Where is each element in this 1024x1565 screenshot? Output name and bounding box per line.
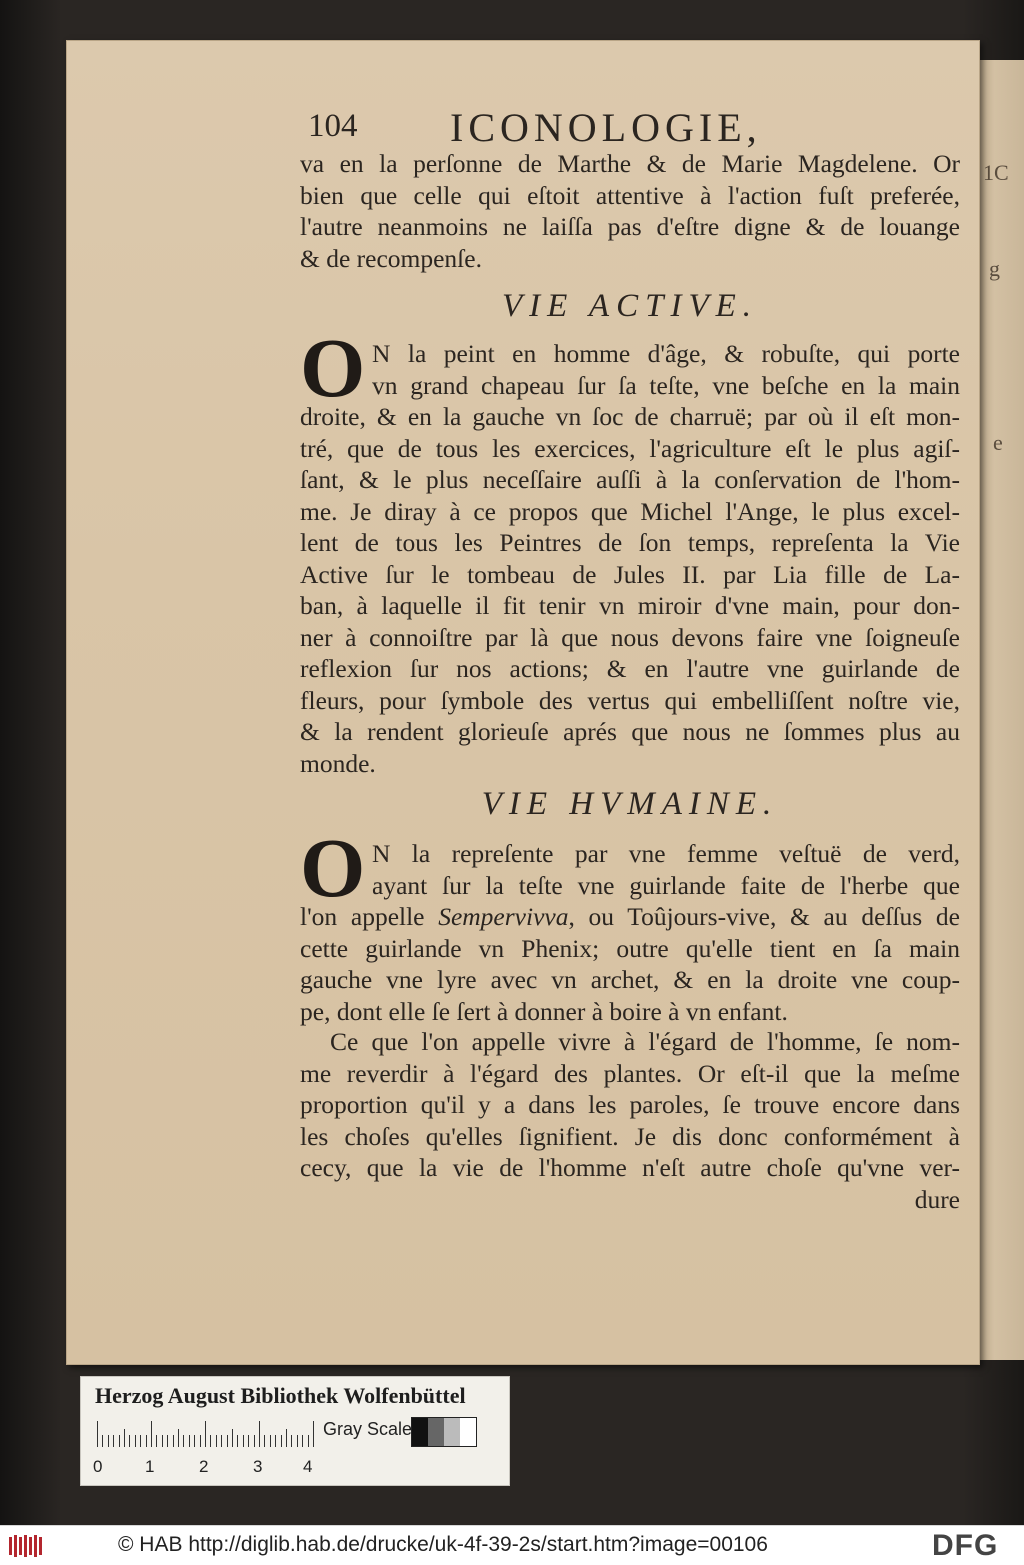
text-line: ſant, & le plus neceſſaire auſſi à la conſervation de l'hom- (300, 465, 960, 494)
text-line: l'on appelle Sempervivva, ou Toûjours-vive, & au deſſus de (300, 902, 960, 931)
ruler-tick (183, 1435, 184, 1447)
facing-page-edge: 1C g e (975, 60, 1024, 1360)
ruler-tick (156, 1435, 157, 1447)
catchword: dure (914, 1184, 960, 1214)
ruler-tick (194, 1435, 195, 1447)
ruler-number: 3 (253, 1457, 263, 1476)
ruler-tick (248, 1435, 249, 1447)
vie-humaine-paragraph (300, 838, 960, 1027)
ruler-tick (232, 1429, 233, 1447)
ruler-tick (216, 1435, 217, 1447)
text-line: & la rendent glorieuſe aprés que nous ne ſommes plus au (300, 717, 960, 746)
gray-scale-label: Gray Scale (323, 1419, 413, 1439)
section-heading-vie-humaine: VIE HVMAINE. (481, 786, 779, 822)
copyright-link[interactable]: © HAB http://diglib.hab.de/drucke/uk-4f-39-2s/start.htm?image=00106 (118, 1533, 768, 1556)
italic-term: Sempervivva (438, 902, 569, 931)
text-line: Ce que l'on appelle vivre à l'égard de l'homme, ſe nom- (330, 1027, 960, 1056)
ruler-number: 0 (93, 1457, 103, 1476)
text-line: & de recompenſe. (300, 243, 482, 273)
ruler-tick (243, 1435, 244, 1447)
ruler-tick (146, 1435, 147, 1447)
vie-humaine-paragraph-2 (300, 1026, 960, 1215)
ruler-tick (291, 1435, 292, 1447)
library-name: Herzog August Bibliothek Wolfenbüttel (95, 1383, 466, 1408)
text-line: me reverdir à l'égard des plantes. Or eſt-il que la meſme (300, 1058, 960, 1088)
running-title: ICONOLOGIE, (450, 105, 762, 150)
text-line: pe, dont elle ſe ſert à donner à boire à vn enfant. (300, 996, 788, 1026)
ruler-tick (270, 1435, 271, 1447)
ruler-tick (189, 1435, 190, 1447)
ruler-tick (281, 1435, 282, 1447)
ruler-tick (264, 1435, 265, 1447)
text-line: va en la perſonne de Marthe & de Marie Magdelene. Or (300, 149, 960, 178)
section-heading-vie-active: VIE ACTIVE. (501, 288, 759, 324)
page-number: 104 (308, 108, 358, 144)
ruler-tick (297, 1435, 298, 1447)
ruler-tick (124, 1429, 125, 1447)
footer-bar (0, 1525, 1024, 1565)
ruler-tick (313, 1421, 314, 1447)
ruler-tick (259, 1421, 260, 1447)
ruler-tick (162, 1435, 163, 1447)
ruler-number: 2 (199, 1457, 209, 1476)
ruler-tick (227, 1435, 228, 1447)
ruler-tick (205, 1421, 206, 1447)
text-line: N la repreſente par vne femme veſtuë de verd, (372, 839, 960, 868)
text-line: bien que celle qui eſtoit attentive à l'action fuſt preferée, (300, 180, 960, 210)
ruler-tick (221, 1435, 222, 1447)
ruler-tick (302, 1435, 303, 1447)
text-line: vn grand chapeau ſur ſa teſte, vne beſche en la main (372, 370, 960, 400)
intro-paragraph (300, 148, 960, 274)
ruler-tick (308, 1435, 309, 1447)
ruler-tick (167, 1435, 168, 1447)
ruler-tick (151, 1421, 152, 1447)
hab-logo-icon (8, 1533, 44, 1559)
text-line: cecy, que la vie de l'homme n'eſt autre choſe qu'vne ver- (300, 1153, 960, 1182)
ruler-tick (97, 1421, 98, 1447)
swatch-black (412, 1418, 428, 1446)
ruler-tick (113, 1435, 114, 1447)
swatch-dark-gray (428, 1418, 444, 1446)
ruler-tick (200, 1435, 201, 1447)
ruler-tick (173, 1435, 174, 1447)
ruler-number: 4 (303, 1457, 313, 1476)
text-line: reflexion ſur nos actions; & en l'autre vne guirlande de (300, 654, 960, 683)
ruler-tick (286, 1429, 287, 1447)
ruler-tick (178, 1429, 179, 1447)
ruler-tick (275, 1435, 276, 1447)
page-header (300, 104, 960, 150)
text-line: gauche vne lyre avec vn archet, & en la droite vne coup- (300, 965, 960, 994)
ruler-tick (210, 1435, 211, 1447)
dfg-logo: DFG (932, 1529, 999, 1562)
text-line: ban, à laquelle il fit tenir vn miroir d'vne main, pour don- (300, 591, 960, 620)
ruler-tick (254, 1435, 255, 1447)
ruler-tick (129, 1435, 130, 1447)
text-line: tré, que de tous les exercices, l'agriculture eſt le plus agiſ- (300, 433, 960, 463)
ruler-tick (102, 1435, 103, 1447)
library-scale-card (80, 1376, 510, 1486)
gray-scale-swatches (411, 1417, 477, 1447)
swatch-white (460, 1418, 476, 1446)
text-line: monde. (300, 748, 376, 778)
ruler-tick (119, 1435, 120, 1447)
swatch-light-gray (444, 1418, 460, 1446)
text-line: l'autre neanmoins ne laiſſa pas d'eſtre digne & de louange (300, 212, 960, 241)
text-line: droite, & en la gauche vn ſoc de charruë; par où il eſt mon- (300, 402, 960, 431)
ruler-tick (135, 1435, 136, 1447)
text-line: lent de tous les Peintres de ſon temps, repreſenta la Vie (300, 528, 960, 557)
text-line: les choſes qu'elles ſignifient. Je dis donc conformément à (300, 1121, 960, 1151)
text-line: cette guirlande vn Phenix; outre qu'elle tient en ſa main (300, 933, 960, 963)
drop-cap: O (300, 322, 366, 415)
text-line: proportion qu'il y a dans les paroles, ſe trouve encore dans (300, 1090, 960, 1119)
vie-active-paragraph (300, 338, 960, 779)
ruler-tick (237, 1435, 238, 1447)
ruler-tick (108, 1435, 109, 1447)
drop-cap: O (300, 822, 366, 915)
text-line: fleurs, pour ſymbole des vertus qui embelliſſent noſtre vie, (300, 685, 960, 715)
text-line: N la peint en homme d'âge, & robuſte, qui porte (372, 339, 960, 368)
ruler-number: 1 (145, 1457, 155, 1476)
text-line: ner à connoiſtre par là que nous devons faire vne ſoigneuſe (300, 622, 960, 652)
text-line: ayant ſur la teſte vne guirlande faite de l'herbe que (372, 870, 960, 900)
ruler-tick (140, 1435, 141, 1447)
text-line: Active ſur le tombeau de Jules II. par Lia fille de La- (300, 559, 960, 589)
text-line: me. Je diray à ce propos que Michel l'Ange, le plus excel- (300, 496, 960, 526)
